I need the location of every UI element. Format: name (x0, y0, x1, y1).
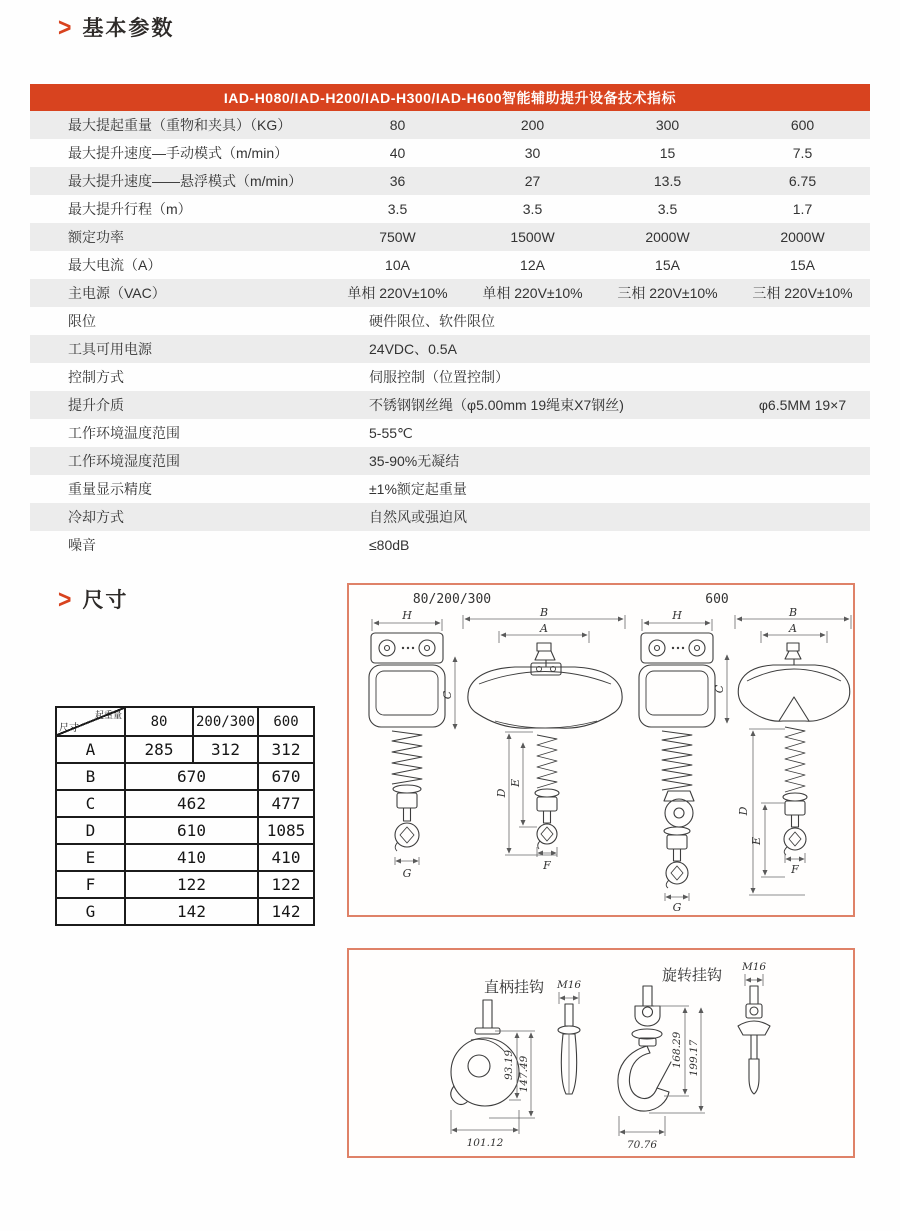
spec-value: 600 (790, 117, 815, 133)
dim-letter-C: C (713, 684, 726, 694)
spec-value: 三相 220V±10% (752, 285, 853, 301)
straight-hook-front-view (451, 1000, 535, 1149)
spec-value-span: 不锈钢钢丝绳（φ5.00mm 19绳束X7钢丝) (369, 397, 624, 413)
spec-value: 3.5 (387, 201, 408, 217)
dim-letter-H: H (672, 609, 682, 622)
dim-letter-E: E (509, 778, 522, 788)
dim-value: 670 (125, 763, 258, 790)
table-row (30, 251, 870, 279)
hoist-600-side-view (639, 609, 715, 914)
spec-value-span: 伺服控制（位置控制） (369, 369, 509, 385)
spec-value: 15A (790, 257, 815, 273)
table-row (30, 195, 870, 223)
dim-letter-H: H (402, 609, 412, 622)
spec-value: 3.5 (522, 201, 543, 217)
dim-letter-B: B (788, 606, 798, 619)
spec-value-span: 35-90%无凝结 (369, 453, 460, 469)
basic-params-section-title (58, 12, 174, 42)
spec-value: 单相 220V±10% (482, 285, 583, 301)
table-row (56, 844, 314, 871)
spec-value-span: 5-55℃ (369, 424, 413, 441)
straight-hook-width: 101.12 (466, 1137, 504, 1149)
spec-value: 15A (655, 257, 680, 273)
dimension-table (55, 706, 315, 926)
swivel-hook-front-view (618, 986, 705, 1151)
chevron-right-icon: > (58, 583, 72, 613)
table-row (30, 167, 870, 195)
spec-value-span: 24VDC、0.5A (369, 341, 457, 357)
spec-value-span: ≤80dB (369, 537, 410, 553)
spec-value: 3.5 (657, 201, 678, 217)
spec-table (30, 84, 870, 559)
hoist-600-front-view (713, 606, 851, 895)
swivel-hook-thread: M16 (741, 961, 767, 973)
dimensions-section-title (58, 584, 128, 614)
spec-value: 750W (379, 229, 416, 245)
spec-label: 主电源（VAC） (68, 285, 166, 301)
table-row (56, 871, 314, 898)
table-row (56, 817, 314, 844)
swivel-hook-outer-height: 199.17 (688, 1039, 700, 1077)
swivel-hook-inner-height: 168.29 (671, 1031, 683, 1069)
section-title-text: 基本参数 (82, 17, 175, 40)
dim-value: 610 (125, 817, 258, 844)
dim-value: 122 (258, 871, 314, 898)
table-row (30, 503, 870, 531)
spec-label: 工作环境湿度范围 (68, 453, 180, 469)
table-row (56, 763, 314, 790)
straight-hook-inner-height: 93.19 (503, 1049, 515, 1081)
table-row (56, 898, 314, 925)
dim-label: E (56, 844, 125, 871)
swivel-hook-width: 70.76 (626, 1139, 658, 1151)
straight-hook-side-view (556, 979, 581, 1094)
table-row (30, 475, 870, 503)
spec-table-header-row (30, 84, 870, 111)
dim-letter-B: B (539, 606, 549, 619)
spec-label: 重量显示精度 (68, 481, 152, 497)
dim-letter-C: C (441, 690, 454, 700)
hook-drawings-box (347, 948, 855, 1158)
dim-letter-A: A (789, 622, 797, 635)
spec-label: 噪音 (68, 537, 96, 553)
dim-letter-G: G (402, 867, 412, 880)
spec-label: 额定功率 (68, 229, 124, 245)
spec-value: 30 (524, 145, 541, 161)
dim-value: 285 (125, 736, 193, 763)
straight-hook-title: 直柄挂钩 (483, 979, 545, 996)
spec-value-span: 自然风或强迫风 (369, 509, 467, 525)
hook-drawings (349, 950, 853, 1156)
table-row (30, 531, 870, 559)
dim-label: D (56, 817, 125, 844)
table-row (30, 335, 870, 363)
dim-label: G (56, 898, 125, 925)
spec-value: 13.5 (653, 173, 682, 189)
dim-label: A (56, 736, 125, 763)
table-row (30, 279, 870, 307)
spec-value: 12A (520, 257, 545, 273)
section-title-text: 尺寸 (82, 589, 129, 612)
column-header: 600 (258, 707, 314, 736)
spec-value: 27 (524, 173, 541, 189)
dim-letter-F: F (791, 863, 799, 876)
swivel-hook-title: 旋转挂钩 (661, 967, 723, 984)
group-label-small-models: 80/200/300 (412, 592, 492, 607)
swivel-hook-side-view (738, 961, 770, 1094)
spec-label: 最大提升速度——悬浮模式（m/min） (68, 173, 303, 189)
spec-value: 80 (389, 117, 406, 133)
hoist-drawings-box (347, 583, 855, 917)
dim-label: C (56, 790, 125, 817)
spec-label: 最大提起重量（重物和夹具）（KG） (68, 117, 292, 133)
spec-label: 提升介质 (68, 397, 124, 413)
dim-label: F (56, 871, 125, 898)
table-row (30, 363, 870, 391)
table-row (30, 419, 870, 447)
dim-value: 142 (258, 898, 314, 925)
spec-value: 40 (389, 145, 406, 161)
dim-value: 312 (193, 736, 258, 763)
table-row (56, 790, 314, 817)
hoist-small-front-view (441, 606, 625, 872)
spec-label: 限位 (68, 313, 96, 329)
table-row (30, 223, 870, 251)
column-header: 80 (125, 707, 193, 736)
dim-letter-G: G (672, 901, 682, 914)
spec-value: 6.75 (788, 173, 817, 189)
spec-value-span: ±1%额定起重量 (369, 481, 467, 497)
dim-value: 312 (258, 736, 314, 763)
dim-label: B (56, 763, 125, 790)
dim-value: 462 (125, 790, 258, 817)
dim-value: 122 (125, 871, 258, 898)
spec-value: 10A (385, 257, 410, 273)
spec-label: 工具可用电源 (68, 341, 152, 357)
table-row (30, 111, 870, 139)
table-row (30, 447, 870, 475)
spec-value: 2000W (645, 229, 690, 245)
spec-value: 三相 220V±10% (617, 285, 718, 301)
spec-value: 200 (520, 117, 545, 133)
spec-value: 1500W (510, 229, 555, 245)
dim-value: 670 (258, 763, 314, 790)
dim-value: 1085 (258, 817, 314, 844)
spec-label: 最大电流（A） (68, 257, 162, 273)
spec-value: 300 (655, 117, 680, 133)
dim-letter-D: D (495, 788, 508, 798)
table-row (30, 391, 870, 419)
table-row (30, 139, 870, 167)
corner-label-dimension: 尺寸 (59, 723, 79, 734)
hoist-drawings (349, 585, 853, 915)
dimension-table-header (56, 707, 314, 736)
spec-label: 工作环境温度范围 (68, 425, 180, 441)
dim-letter-A: A (540, 622, 548, 635)
dim-value: 410 (258, 844, 314, 871)
diagonal-header-cell (56, 707, 125, 736)
spec-label: 最大提升行程（m） (68, 201, 192, 217)
table-row (30, 307, 870, 335)
corner-label-capacity: 起重量 (94, 711, 122, 721)
spec-value: 2000W (780, 229, 825, 245)
column-header: 200/300 (193, 707, 258, 736)
dim-value: 410 (125, 844, 258, 871)
dim-letter-E: E (750, 836, 763, 846)
straight-hook-outer-height: 147.49 (518, 1055, 530, 1093)
spec-value: 15 (659, 145, 676, 161)
spec-value: 1.7 (792, 201, 813, 217)
spec-label: 冷却方式 (68, 509, 124, 525)
spec-value: 36 (389, 173, 406, 189)
dim-value: 142 (125, 898, 258, 925)
straight-hook-thread: M16 (556, 979, 582, 991)
dim-letter-D: D (737, 806, 750, 816)
group-label-600: 600 (705, 592, 729, 607)
spec-label: 最大提升速度—手动模式（m/min） (68, 145, 289, 161)
spec-value: 单相 220V±10% (347, 285, 448, 301)
spec-value-span: 硬件限位、软件限位 (369, 313, 495, 329)
table-row (56, 736, 314, 763)
dim-value: 477 (258, 790, 314, 817)
spec-value: 7.5 (792, 145, 813, 161)
spec-label: 控制方式 (68, 369, 124, 385)
hoist-small-side-view (369, 609, 445, 880)
chevron-right-icon: > (58, 11, 72, 41)
spec-table-title: IAD-H080/IAD-H200/IAD-H300/IAD-H600智能辅助提升设备技术指标 (30, 84, 870, 111)
spec-value: φ6.5MM 19×7 (758, 397, 847, 413)
dim-letter-F: F (543, 859, 551, 872)
